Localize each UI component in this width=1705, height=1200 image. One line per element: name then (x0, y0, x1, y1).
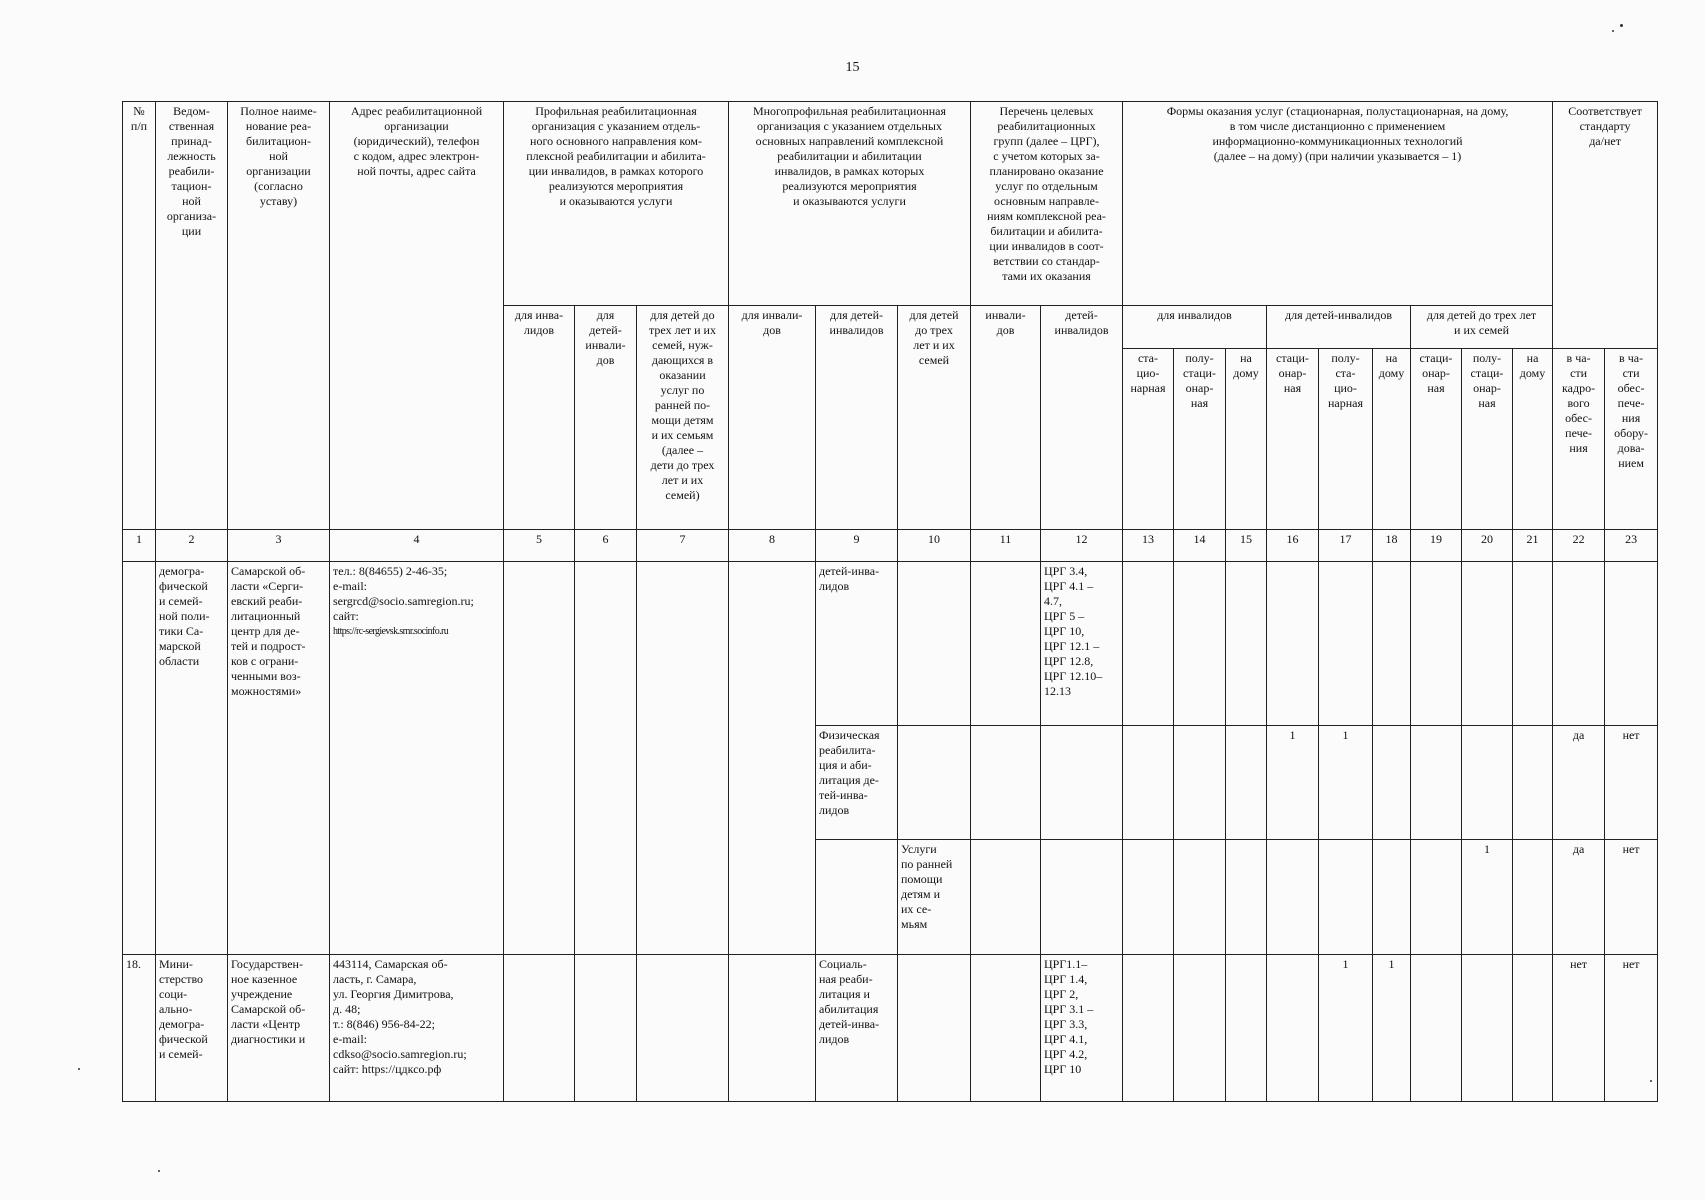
column-number: 3 (228, 530, 330, 562)
column-number: 19 (1411, 530, 1462, 562)
org17-r2-direction: Физическая реабилита- ция и аби- литация де- тей-инва- лидов (816, 726, 898, 840)
empty-cell (1041, 840, 1123, 955)
column-number: 18 (1373, 530, 1411, 562)
column-number: 11 (971, 530, 1041, 562)
org17-name: Самарской об- ласти «Серги- евский реаби- литационный центр для де- тей и подрост- ков с ограни- ченными воз- можностями» (228, 562, 330, 955)
empty-cell (1174, 955, 1226, 1102)
empty-cell (1513, 726, 1553, 840)
scan-speck (1612, 30, 1614, 32)
empty-cell (971, 955, 1041, 1102)
org17-r2-c17: 1 (1319, 726, 1373, 840)
org18-c23: нет (1605, 955, 1658, 1102)
org17-r2-c22: да (1553, 726, 1605, 840)
empty-cell (1373, 726, 1411, 840)
column-number: 4 (330, 530, 504, 562)
empty-cell (1267, 562, 1319, 726)
empty-cell (1411, 726, 1462, 840)
header-dept: Ведом- ственная принад- лежность реабили- тацион- ной организа- ции (156, 102, 228, 530)
header-service-forms: Формы оказания услуг (стационарная, полустационарная, на дому, в том числе дистанционно с применением информационно-коммуникационных технологий (далее – на дому) (при наличии указывается – 1) (1123, 102, 1553, 306)
column-number: 21 (1513, 530, 1553, 562)
org17-r3-c22: да (1553, 840, 1605, 955)
column-number: 13 (1123, 530, 1174, 562)
org17-c5 (504, 562, 575, 955)
column-number: 2 (156, 530, 228, 562)
empty-cell (816, 840, 898, 955)
header-col21: на дому (1513, 349, 1553, 530)
empty-cell (1411, 562, 1462, 726)
org17-address-cell (330, 562, 504, 955)
empty-cell (1373, 562, 1411, 726)
empty-cell (1226, 726, 1267, 840)
org17-address: тел.: 8(84655) 2-46-35; e-mail: sergrcd@socio.samregion.ru; сайт: (333, 564, 474, 623)
empty-cell (1267, 840, 1319, 955)
empty-cell (1462, 955, 1513, 1102)
empty-cell (504, 955, 575, 1102)
empty-cell (1411, 840, 1462, 955)
header-col11: инвали- дов (971, 306, 1041, 530)
column-number: 7 (637, 530, 729, 562)
header-col19: стаци- онар- ная (1411, 349, 1462, 530)
scan-speck (1620, 24, 1623, 27)
header-col23: в ча- сти обес- пече- ния обору- дова- нием (1605, 349, 1658, 530)
header-full-name: Полное наиме- нование реа- билитацион- ной организации (согласно уставу) (228, 102, 330, 530)
org17-r3-c23: нет (1605, 840, 1658, 955)
org18-address: 443114, Самарская об- ласть, г. Самара, ул. Георгия Димитрова, д. 48; т.: 8(846) 956-84-22; e-mail: cdkso@socio.samregion.ru; сайт: https://цдксо.рф (330, 955, 504, 1102)
column-number: 20 (1462, 530, 1513, 562)
header-col12: детей- инвалидов (1041, 306, 1123, 530)
header-target-groups: Перечень целевых реабилитационных групп (далее – ЦРГ), с учетом которых за- планировано оказание услуг по отдельным основным направле- ниям комплексной реа- билитации и абилита- ции инвалидов в соот- ветствии со стандар- тами их оказания (971, 102, 1123, 306)
header-col6: для детей- инвали- дов (575, 306, 637, 530)
empty-cell (1123, 955, 1174, 1102)
empty-cell (1319, 562, 1373, 726)
org17-r2-c23: нет (1605, 726, 1658, 840)
column-number: 12 (1041, 530, 1123, 562)
column-number: 17 (1319, 530, 1373, 562)
org18-name: Государствен- ное казенное учреждение Самарской об- ласти «Центр диагностики и (228, 955, 330, 1102)
empty-cell (1226, 955, 1267, 1102)
scan-speck (78, 1068, 80, 1070)
header-col9: для детей- инвалидов (816, 306, 898, 530)
header-col15: на дому (1226, 349, 1267, 530)
empty-cell (637, 955, 729, 1102)
empty-cell (898, 726, 971, 840)
header-col20: полу- стаци- онар- ная (1462, 349, 1513, 530)
empty-cell (1041, 726, 1123, 840)
org18-direction: Социаль- ная реаби- литация и абилитация детей-инва- лидов (816, 955, 898, 1102)
org17-r1-c10 (898, 562, 971, 726)
header-for-disabled-children: для детей-инвалидов (1267, 306, 1411, 349)
org17-r2-c16: 1 (1267, 726, 1319, 840)
header-profile-org: Профильная реабилитационная организация с указанием отдель- ного основного направления ком- плексной реабилитации и абилита- ции инвалидов, в рамках которого реализуются мероприятия и оказываются услуги (504, 102, 729, 306)
org17-c8 (729, 562, 816, 955)
rehab-registry-table (122, 101, 1658, 1102)
empty-cell (1462, 726, 1513, 840)
org17-r1-c11 (971, 562, 1041, 726)
org17-r3-direction: Услуги по ранней помощи детям и их се- мьям (898, 840, 971, 955)
scan-speck (1650, 1080, 1652, 1082)
header-col17: полу- ста- цио- нарная (1319, 349, 1373, 530)
empty-cell (1226, 840, 1267, 955)
column-number: 22 (1553, 530, 1605, 562)
header-col8: для инвали- дов (729, 306, 816, 530)
empty-cell (1373, 840, 1411, 955)
column-number: 23 (1605, 530, 1658, 562)
org17-r3-c20: 1 (1462, 840, 1513, 955)
empty-cell (898, 955, 971, 1102)
org18-c18: 1 (1373, 955, 1411, 1102)
header-for-disabled: для инвалидов (1123, 306, 1267, 349)
empty-cell (1411, 955, 1462, 1102)
table-row (123, 955, 1658, 1102)
org17-r1-crg: ЦРГ 3.4, ЦРГ 4.1 – 4.7, ЦРГ 5 – ЦРГ 10, ЦРГ 12.1 – ЦРГ 12.8, ЦРГ 12.10– 12.13 (1041, 562, 1123, 726)
empty-cell (1462, 562, 1513, 726)
column-number: 14 (1174, 530, 1226, 562)
column-number: 1 (123, 530, 156, 562)
empty-cell (1174, 562, 1226, 726)
empty-cell (1513, 840, 1553, 955)
column-number: 6 (575, 530, 637, 562)
empty-cell (1226, 562, 1267, 726)
org17-num-cell (123, 562, 156, 955)
header-col22: в ча- сти кадро- вого обес- пече- ния (1553, 349, 1605, 530)
empty-cell (1174, 726, 1226, 840)
org17-r1-direction: детей-инва- лидов (816, 562, 898, 726)
column-number: 10 (898, 530, 971, 562)
org18-c22: нет (1553, 955, 1605, 1102)
table-row (123, 562, 1658, 726)
header-col14: полу- стаци- онар- ная (1174, 349, 1226, 530)
org17-site-link[interactable]: https://rc-sergievsk.smr.socinfo.ru (333, 626, 449, 637)
column-number: 16 (1267, 530, 1319, 562)
empty-cell (1123, 562, 1174, 726)
empty-cell (1513, 562, 1553, 726)
header-num: № п/п (123, 102, 156, 530)
org18-dept: Мини- стерство соци- ально- демогра- фической и семей- (156, 955, 228, 1102)
empty-cell (575, 955, 637, 1102)
header-standard: Соответствует стандарту да/нет (1553, 102, 1658, 349)
empty-cell (1174, 840, 1226, 955)
org17-c7 (637, 562, 729, 955)
org18-c17: 1 (1319, 955, 1373, 1102)
scan-speck (158, 1170, 160, 1172)
column-number-row (123, 530, 1658, 562)
empty-cell (1319, 840, 1373, 955)
header-address: Адрес реабилитационной организации (юридический), телефон с кодом, адрес электрон- ной почты, адрес сайта (330, 102, 504, 530)
empty-cell (1553, 562, 1605, 726)
org17-c6 (575, 562, 637, 955)
page-number: 15 (845, 60, 860, 75)
org18-num: 18. (123, 955, 156, 1102)
header-multiprofile-org: Многопрофильная реабилитационная организация с указанием отдельных основных направлений комплексной реабилитации и абилитации инвалидов, в рамках которых реализуются мероприятия и оказываются услуги (729, 102, 971, 306)
empty-cell (1513, 955, 1553, 1102)
empty-cell (1605, 562, 1658, 726)
empty-cell (729, 955, 816, 1102)
empty-cell (1123, 726, 1174, 840)
column-number: 8 (729, 530, 816, 562)
empty-cell (971, 840, 1041, 955)
org18-crg: ЦРГ1.1– ЦРГ 1.4, ЦРГ 2, ЦРГ 3.1 – ЦРГ 3.3, ЦРГ 4.1, ЦРГ 4.2, ЦРГ 10 (1041, 955, 1123, 1102)
org17-dept: демогра- фической и семей- ной поли- тики Са- марской области (156, 562, 228, 955)
header-col18: на дому (1373, 349, 1411, 530)
column-number: 5 (504, 530, 575, 562)
header-col16: стаци- онар- ная (1267, 349, 1319, 530)
empty-cell (1123, 840, 1174, 955)
header-col10: для детей до трех лет и их семей (898, 306, 971, 530)
header-col7: для детей до трех лет и их семей, нуж- дающихся в оказании услуг по ранней по- мощи детям и их семьям (далее – дети до трех лет и их семей) (637, 306, 729, 530)
header-col5: для инва- лидов (504, 306, 575, 530)
rehab-registry-table-wrap (122, 101, 1657, 1102)
header-col13: ста- цио- нарная (1123, 349, 1174, 530)
column-number: 15 (1226, 530, 1267, 562)
column-number: 9 (816, 530, 898, 562)
empty-cell (1267, 955, 1319, 1102)
header-row-1 (123, 102, 1658, 306)
empty-cell (971, 726, 1041, 840)
header-for-under-three: для детей до трех лет и их семей (1411, 306, 1553, 349)
